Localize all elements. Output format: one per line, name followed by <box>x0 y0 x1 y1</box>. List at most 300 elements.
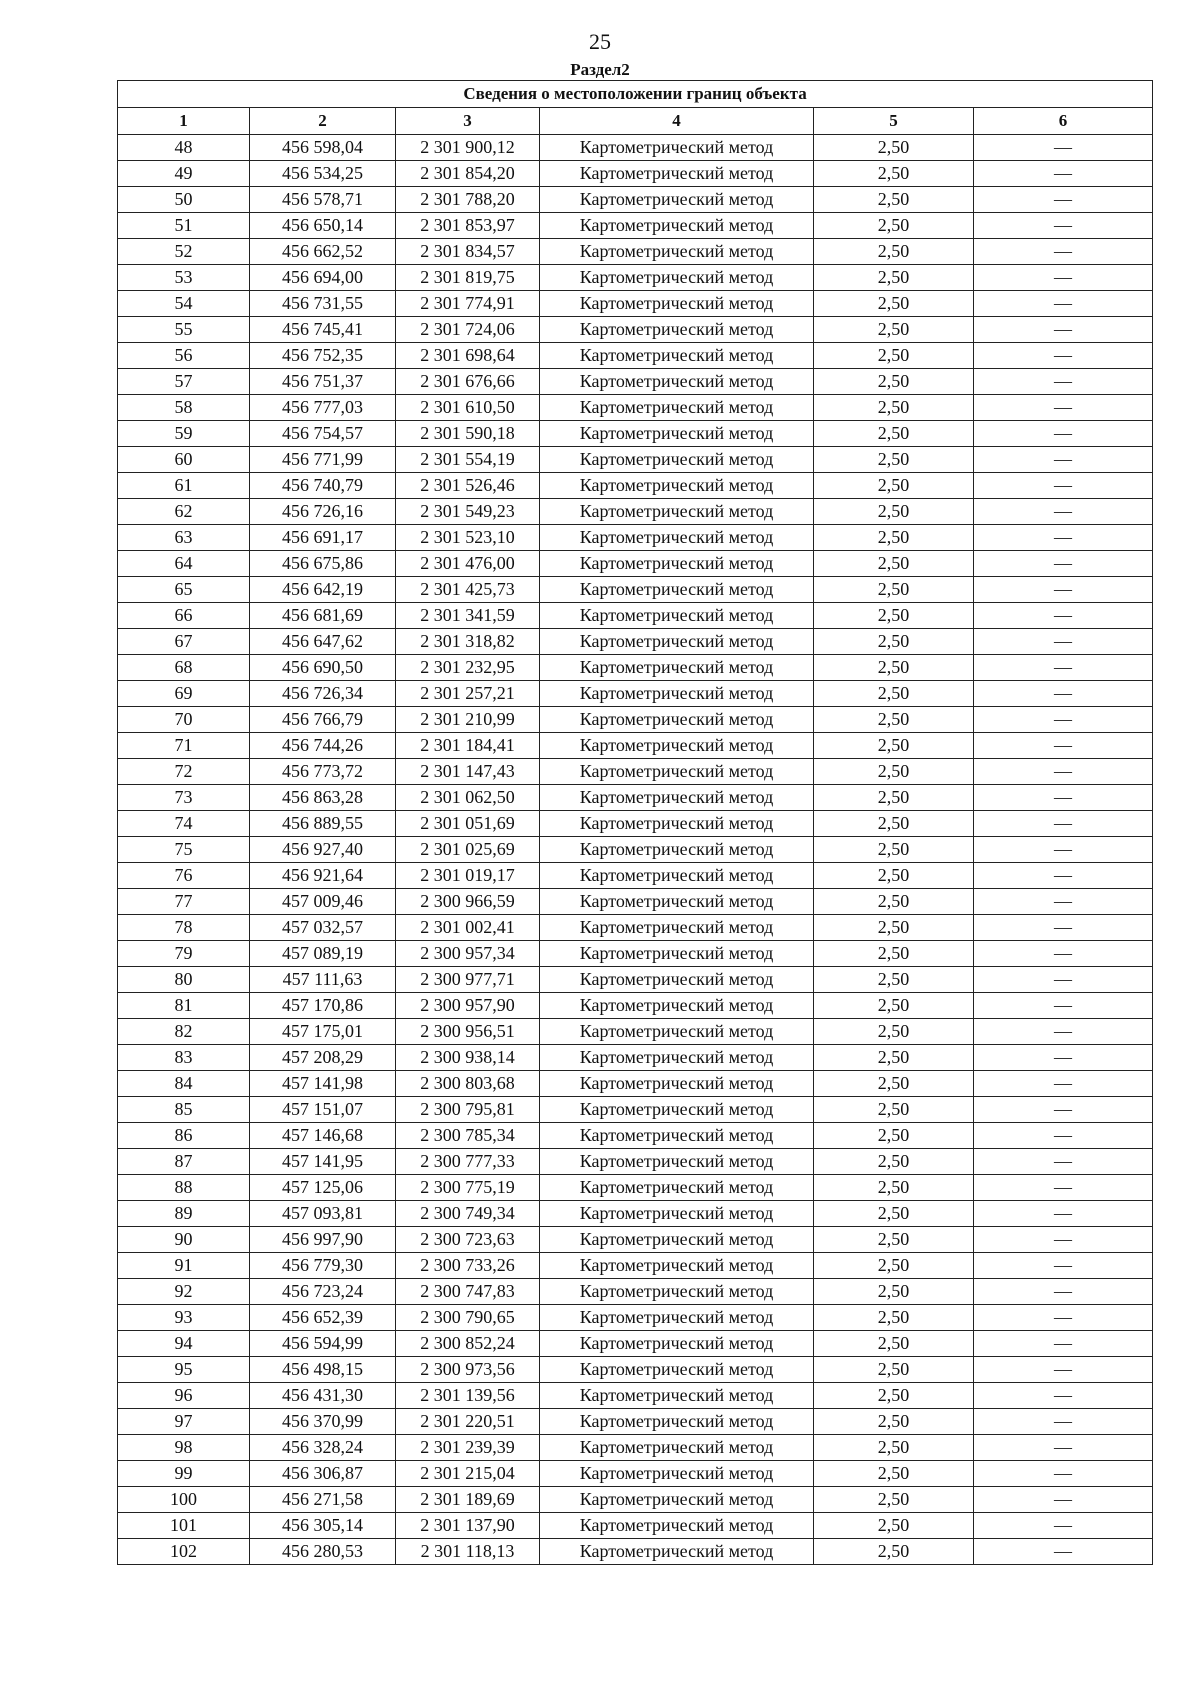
table-row <box>118 317 1153 343</box>
note-cell: — <box>974 499 1153 525</box>
table-row <box>118 785 1153 811</box>
point-number-cell: 86 <box>118 1123 250 1149</box>
accuracy-cell: 2,50 <box>814 655 974 681</box>
table-row <box>118 603 1153 629</box>
table-row <box>118 135 1153 161</box>
note-cell: — <box>974 473 1153 499</box>
table-row <box>118 629 1153 655</box>
point-number-cell: 82 <box>118 1019 250 1045</box>
method-cell: Картометрический метод <box>540 1045 814 1071</box>
point-number-cell: 83 <box>118 1045 250 1071</box>
note-cell: — <box>974 915 1153 941</box>
accuracy-cell: 2,50 <box>814 1071 974 1097</box>
table-row <box>118 1487 1153 1513</box>
table-caption-row <box>118 81 1153 108</box>
accuracy-cell: 2,50 <box>814 629 974 655</box>
method-cell: Картометрический метод <box>540 1409 814 1435</box>
y-coordinate-cell: 2 301 002,41 <box>396 915 540 941</box>
y-coordinate-cell: 2 300 733,26 <box>396 1253 540 1279</box>
method-cell: Картометрический метод <box>540 551 814 577</box>
y-coordinate-cell: 2 301 590,18 <box>396 421 540 447</box>
note-cell: — <box>974 655 1153 681</box>
accuracy-cell: 2,50 <box>814 1279 974 1305</box>
y-coordinate-cell: 2 300 747,83 <box>396 1279 540 1305</box>
y-coordinate-cell: 2 301 854,20 <box>396 161 540 187</box>
point-number-cell: 50 <box>118 187 250 213</box>
point-number-cell: 94 <box>118 1331 250 1357</box>
y-coordinate-cell: 2 301 554,19 <box>396 447 540 473</box>
note-cell: — <box>974 1487 1153 1513</box>
method-cell: Картометрический метод <box>540 1305 814 1331</box>
y-coordinate-cell: 2 301 025,69 <box>396 837 540 863</box>
x-coordinate-cell: 457 146,68 <box>250 1123 396 1149</box>
point-number-cell: 54 <box>118 291 250 317</box>
x-coordinate-cell: 456 280,53 <box>250 1539 396 1565</box>
method-cell: Картометрический метод <box>540 603 814 629</box>
x-coordinate-cell: 456 723,24 <box>250 1279 396 1305</box>
y-coordinate-cell: 2 301 318,82 <box>396 629 540 655</box>
accuracy-cell: 2,50 <box>814 525 974 551</box>
accuracy-cell: 2,50 <box>814 915 974 941</box>
x-coordinate-cell: 456 578,71 <box>250 187 396 213</box>
table-row <box>118 343 1153 369</box>
method-cell: Картометрический метод <box>540 967 814 993</box>
y-coordinate-cell: 2 301 819,75 <box>396 265 540 291</box>
note-cell: — <box>974 811 1153 837</box>
accuracy-cell: 2,50 <box>814 707 974 733</box>
table-row <box>118 1513 1153 1539</box>
table-row <box>118 525 1153 551</box>
method-cell: Картометрический метод <box>540 135 814 161</box>
y-coordinate-cell: 2 300 957,90 <box>396 993 540 1019</box>
x-coordinate-cell: 457 141,98 <box>250 1071 396 1097</box>
point-number-cell: 84 <box>118 1071 250 1097</box>
x-coordinate-cell: 456 534,25 <box>250 161 396 187</box>
accuracy-cell: 2,50 <box>814 1123 974 1149</box>
method-cell: Картометрический метод <box>540 1253 814 1279</box>
table-row <box>118 577 1153 603</box>
accuracy-cell: 2,50 <box>814 1513 974 1539</box>
method-cell: Картометрический метод <box>540 1539 814 1565</box>
table-row <box>118 759 1153 785</box>
note-cell: — <box>974 343 1153 369</box>
y-coordinate-cell: 2 300 956,51 <box>396 1019 540 1045</box>
accuracy-cell: 2,50 <box>814 473 974 499</box>
y-coordinate-cell: 2 300 966,59 <box>396 889 540 915</box>
y-coordinate-cell: 2 301 062,50 <box>396 785 540 811</box>
method-cell: Картометрический метод <box>540 1383 814 1409</box>
point-number-cell: 90 <box>118 1227 250 1253</box>
point-number-cell: 100 <box>118 1487 250 1513</box>
column-header: 3 <box>396 108 540 135</box>
table-row <box>118 837 1153 863</box>
point-number-cell: 97 <box>118 1409 250 1435</box>
method-cell: Картометрический метод <box>540 265 814 291</box>
method-cell: Картометрический метод <box>540 577 814 603</box>
point-number-cell: 81 <box>118 993 250 1019</box>
point-number-cell: 58 <box>118 395 250 421</box>
x-coordinate-cell: 456 328,24 <box>250 1435 396 1461</box>
accuracy-cell: 2,50 <box>814 993 974 1019</box>
point-number-cell: 67 <box>118 629 250 655</box>
y-coordinate-cell: 2 301 215,04 <box>396 1461 540 1487</box>
table-row <box>118 1331 1153 1357</box>
note-cell: — <box>974 1045 1153 1071</box>
x-coordinate-cell: 457 009,46 <box>250 889 396 915</box>
y-coordinate-cell: 2 301 774,91 <box>396 291 540 317</box>
accuracy-cell: 2,50 <box>814 1253 974 1279</box>
accuracy-cell: 2,50 <box>814 369 974 395</box>
note-cell: — <box>974 759 1153 785</box>
table-row <box>118 1461 1153 1487</box>
x-coordinate-cell: 456 675,86 <box>250 551 396 577</box>
x-coordinate-cell: 457 141,95 <box>250 1149 396 1175</box>
x-coordinate-cell: 456 863,28 <box>250 785 396 811</box>
note-cell: — <box>974 1539 1153 1565</box>
accuracy-cell: 2,50 <box>814 889 974 915</box>
x-coordinate-cell: 456 726,16 <box>250 499 396 525</box>
note-cell: — <box>974 1227 1153 1253</box>
note-cell: — <box>974 1383 1153 1409</box>
table-row <box>118 1071 1153 1097</box>
point-number-cell: 59 <box>118 421 250 447</box>
point-number-cell: 66 <box>118 603 250 629</box>
point-number-cell: 80 <box>118 967 250 993</box>
method-cell: Картометрический метод <box>540 1123 814 1149</box>
x-coordinate-cell: 456 777,03 <box>250 395 396 421</box>
x-coordinate-cell: 456 370,99 <box>250 1409 396 1435</box>
method-cell: Картометрический метод <box>540 213 814 239</box>
y-coordinate-cell: 2 301 239,39 <box>396 1435 540 1461</box>
table-row <box>118 1175 1153 1201</box>
accuracy-cell: 2,50 <box>814 499 974 525</box>
x-coordinate-cell: 456 754,57 <box>250 421 396 447</box>
point-number-cell: 52 <box>118 239 250 265</box>
table-row <box>118 239 1153 265</box>
accuracy-cell: 2,50 <box>814 733 974 759</box>
table-row <box>118 1097 1153 1123</box>
note-cell: — <box>974 681 1153 707</box>
note-cell: — <box>974 1513 1153 1539</box>
note-cell: — <box>974 1305 1153 1331</box>
point-number-cell: 96 <box>118 1383 250 1409</box>
accuracy-cell: 2,50 <box>814 265 974 291</box>
x-coordinate-cell: 456 927,40 <box>250 837 396 863</box>
method-cell: Картометрический метод <box>540 863 814 889</box>
accuracy-cell: 2,50 <box>814 395 974 421</box>
note-cell: — <box>974 369 1153 395</box>
y-coordinate-cell: 2 301 341,59 <box>396 603 540 629</box>
method-cell: Картометрический метод <box>540 1071 814 1097</box>
x-coordinate-cell: 456 662,52 <box>250 239 396 265</box>
table-row <box>118 187 1153 213</box>
point-number-cell: 77 <box>118 889 250 915</box>
point-number-cell: 99 <box>118 1461 250 1487</box>
point-number-cell: 56 <box>118 343 250 369</box>
y-coordinate-cell: 2 300 938,14 <box>396 1045 540 1071</box>
x-coordinate-cell: 456 691,17 <box>250 525 396 551</box>
table-row <box>118 1383 1153 1409</box>
method-cell: Картометрический метод <box>540 889 814 915</box>
table-row <box>118 473 1153 499</box>
accuracy-cell: 2,50 <box>814 863 974 889</box>
x-coordinate-cell: 456 431,30 <box>250 1383 396 1409</box>
table-row <box>118 941 1153 967</box>
x-coordinate-cell: 456 690,50 <box>250 655 396 681</box>
y-coordinate-cell: 2 300 775,19 <box>396 1175 540 1201</box>
note-cell: — <box>974 889 1153 915</box>
accuracy-cell: 2,50 <box>814 1435 974 1461</box>
method-cell: Картометрический метод <box>540 239 814 265</box>
method-cell: Картометрический метод <box>540 395 814 421</box>
table-row <box>118 681 1153 707</box>
accuracy-cell: 2,50 <box>814 811 974 837</box>
section-title: Раздел2 <box>570 60 630 79</box>
method-cell: Картометрический метод <box>540 499 814 525</box>
y-coordinate-cell: 2 300 803,68 <box>396 1071 540 1097</box>
accuracy-cell: 2,50 <box>814 1045 974 1071</box>
note-cell: — <box>974 1253 1153 1279</box>
accuracy-cell: 2,50 <box>814 291 974 317</box>
y-coordinate-cell: 2 300 749,34 <box>396 1201 540 1227</box>
table-row <box>118 967 1153 993</box>
method-cell: Картометрический метод <box>540 1227 814 1253</box>
accuracy-cell: 2,50 <box>814 1357 974 1383</box>
accuracy-cell: 2,50 <box>814 1175 974 1201</box>
method-cell: Картометрический метод <box>540 1357 814 1383</box>
x-coordinate-cell: 457 111,63 <box>250 967 396 993</box>
table-row <box>118 915 1153 941</box>
accuracy-cell: 2,50 <box>814 681 974 707</box>
method-cell: Картометрический метод <box>540 1019 814 1045</box>
point-number-cell: 68 <box>118 655 250 681</box>
y-coordinate-cell: 2 301 724,06 <box>396 317 540 343</box>
column-header: 4 <box>540 108 814 135</box>
method-cell: Картометрический метод <box>540 291 814 317</box>
page-number: 25 <box>589 29 611 54</box>
table-row <box>118 655 1153 681</box>
method-cell: Картометрический метод <box>540 343 814 369</box>
note-cell: — <box>974 707 1153 733</box>
point-number-cell: 85 <box>118 1097 250 1123</box>
y-coordinate-cell: 2 300 723,63 <box>396 1227 540 1253</box>
accuracy-cell: 2,50 <box>814 1383 974 1409</box>
y-coordinate-cell: 2 300 957,34 <box>396 941 540 967</box>
accuracy-cell: 2,50 <box>814 135 974 161</box>
point-number-cell: 89 <box>118 1201 250 1227</box>
note-cell: — <box>974 1279 1153 1305</box>
note-cell: — <box>974 1331 1153 1357</box>
table-row <box>118 993 1153 1019</box>
note-cell: — <box>974 629 1153 655</box>
note-cell: — <box>974 577 1153 603</box>
y-coordinate-cell: 2 301 853,97 <box>396 213 540 239</box>
note-cell: — <box>974 967 1153 993</box>
accuracy-cell: 2,50 <box>814 785 974 811</box>
table-row <box>118 1123 1153 1149</box>
point-number-cell: 71 <box>118 733 250 759</box>
table-row <box>118 499 1153 525</box>
y-coordinate-cell: 2 301 147,43 <box>396 759 540 785</box>
method-cell: Картометрический метод <box>540 785 814 811</box>
point-number-cell: 95 <box>118 1357 250 1383</box>
table-row <box>118 733 1153 759</box>
table-caption: Сведения о местоположении границ объекта <box>118 81 1153 108</box>
method-cell: Картометрический метод <box>540 707 814 733</box>
point-number-cell: 72 <box>118 759 250 785</box>
x-coordinate-cell: 456 751,37 <box>250 369 396 395</box>
accuracy-cell: 2,50 <box>814 1149 974 1175</box>
accuracy-cell: 2,50 <box>814 421 974 447</box>
accuracy-cell: 2,50 <box>814 941 974 967</box>
method-cell: Картометрический метод <box>540 1331 814 1357</box>
note-cell: — <box>974 1149 1153 1175</box>
accuracy-cell: 2,50 <box>814 317 974 343</box>
x-coordinate-cell: 456 647,62 <box>250 629 396 655</box>
method-cell: Картометрический метод <box>540 759 814 785</box>
accuracy-cell: 2,50 <box>814 1305 974 1331</box>
note-cell: — <box>974 1357 1153 1383</box>
method-cell: Картометрический метод <box>540 811 814 837</box>
point-number-cell: 91 <box>118 1253 250 1279</box>
note-cell: — <box>974 993 1153 1019</box>
accuracy-cell: 2,50 <box>814 1487 974 1513</box>
y-coordinate-cell: 2 300 777,33 <box>396 1149 540 1175</box>
method-cell: Картометрический метод <box>540 369 814 395</box>
note-cell: — <box>974 447 1153 473</box>
table-row <box>118 863 1153 889</box>
accuracy-cell: 2,50 <box>814 1539 974 1565</box>
note-cell: — <box>974 291 1153 317</box>
note-cell: — <box>974 1201 1153 1227</box>
table-row <box>118 1253 1153 1279</box>
y-coordinate-cell: 2 301 425,73 <box>396 577 540 603</box>
table-row <box>118 889 1153 915</box>
x-coordinate-cell: 456 921,64 <box>250 863 396 889</box>
method-cell: Картометрический метод <box>540 1513 814 1539</box>
column-header: 2 <box>250 108 396 135</box>
note-cell: — <box>974 265 1153 291</box>
x-coordinate-cell: 457 170,86 <box>250 993 396 1019</box>
method-cell: Картометрический метод <box>540 1461 814 1487</box>
y-coordinate-cell: 2 300 790,65 <box>396 1305 540 1331</box>
x-coordinate-cell: 456 731,55 <box>250 291 396 317</box>
point-number-cell: 63 <box>118 525 250 551</box>
accuracy-cell: 2,50 <box>814 161 974 187</box>
table-row <box>118 811 1153 837</box>
note-cell: — <box>974 1175 1153 1201</box>
x-coordinate-cell: 456 642,19 <box>250 577 396 603</box>
accuracy-cell: 2,50 <box>814 759 974 785</box>
note-cell: — <box>974 1461 1153 1487</box>
point-number-cell: 64 <box>118 551 250 577</box>
accuracy-cell: 2,50 <box>814 343 974 369</box>
point-number-cell: 70 <box>118 707 250 733</box>
y-coordinate-cell: 2 300 795,81 <box>396 1097 540 1123</box>
x-coordinate-cell: 456 740,79 <box>250 473 396 499</box>
point-number-cell: 98 <box>118 1435 250 1461</box>
note-cell: — <box>974 863 1153 889</box>
table-row <box>118 707 1153 733</box>
note-cell: — <box>974 603 1153 629</box>
x-coordinate-cell: 456 681,69 <box>250 603 396 629</box>
note-cell: — <box>974 135 1153 161</box>
accuracy-cell: 2,50 <box>814 967 974 993</box>
point-number-cell: 93 <box>118 1305 250 1331</box>
y-coordinate-cell: 2 301 257,21 <box>396 681 540 707</box>
table-row <box>118 1305 1153 1331</box>
accuracy-cell: 2,50 <box>814 577 974 603</box>
accuracy-cell: 2,50 <box>814 603 974 629</box>
x-coordinate-cell: 456 779,30 <box>250 1253 396 1279</box>
table-row <box>118 369 1153 395</box>
y-coordinate-cell: 2 301 900,12 <box>396 135 540 161</box>
method-cell: Картометрический метод <box>540 317 814 343</box>
method-cell: Картометрический метод <box>540 915 814 941</box>
y-coordinate-cell: 2 301 526,46 <box>396 473 540 499</box>
y-coordinate-cell: 2 301 051,69 <box>396 811 540 837</box>
note-cell: — <box>974 239 1153 265</box>
accuracy-cell: 2,50 <box>814 837 974 863</box>
point-number-cell: 88 <box>118 1175 250 1201</box>
y-coordinate-cell: 2 300 852,24 <box>396 1331 540 1357</box>
table-row <box>118 551 1153 577</box>
point-number-cell: 69 <box>118 681 250 707</box>
table-row <box>118 1201 1153 1227</box>
y-coordinate-cell: 2 301 788,20 <box>396 187 540 213</box>
accuracy-cell: 2,50 <box>814 447 974 473</box>
accuracy-cell: 2,50 <box>814 1409 974 1435</box>
point-number-cell: 57 <box>118 369 250 395</box>
method-cell: Картометрический метод <box>540 1435 814 1461</box>
x-coordinate-cell: 456 650,14 <box>250 213 396 239</box>
method-cell: Картометрический метод <box>540 941 814 967</box>
point-number-cell: 87 <box>118 1149 250 1175</box>
column-header: 6 <box>974 108 1153 135</box>
method-cell: Картометрический метод <box>540 1201 814 1227</box>
x-coordinate-cell: 456 652,39 <box>250 1305 396 1331</box>
method-cell: Картометрический метод <box>540 1175 814 1201</box>
x-coordinate-cell: 456 744,26 <box>250 733 396 759</box>
x-coordinate-cell: 456 271,58 <box>250 1487 396 1513</box>
x-coordinate-cell: 457 032,57 <box>250 915 396 941</box>
y-coordinate-cell: 2 301 184,41 <box>396 733 540 759</box>
accuracy-cell: 2,50 <box>814 1019 974 1045</box>
note-cell: — <box>974 421 1153 447</box>
table-row <box>118 1357 1153 1383</box>
y-coordinate-cell: 2 301 118,13 <box>396 1539 540 1565</box>
note-cell: — <box>974 1019 1153 1045</box>
x-coordinate-cell: 456 598,04 <box>250 135 396 161</box>
x-coordinate-cell: 456 305,14 <box>250 1513 396 1539</box>
x-coordinate-cell: 457 208,29 <box>250 1045 396 1071</box>
method-cell: Картометрический метод <box>540 525 814 551</box>
x-coordinate-cell: 456 771,99 <box>250 447 396 473</box>
y-coordinate-cell: 2 301 676,66 <box>396 369 540 395</box>
accuracy-cell: 2,50 <box>814 187 974 213</box>
note-cell: — <box>974 785 1153 811</box>
method-cell: Картометрический метод <box>540 1279 814 1305</box>
table-row <box>118 1539 1153 1565</box>
y-coordinate-cell: 2 301 019,17 <box>396 863 540 889</box>
y-coordinate-cell: 2 301 137,90 <box>396 1513 540 1539</box>
point-number-cell: 62 <box>118 499 250 525</box>
y-coordinate-cell: 2 301 834,57 <box>396 239 540 265</box>
x-coordinate-cell: 457 093,81 <box>250 1201 396 1227</box>
y-coordinate-cell: 2 300 973,56 <box>396 1357 540 1383</box>
y-coordinate-cell: 2 301 523,10 <box>396 525 540 551</box>
y-coordinate-cell: 2 301 232,95 <box>396 655 540 681</box>
